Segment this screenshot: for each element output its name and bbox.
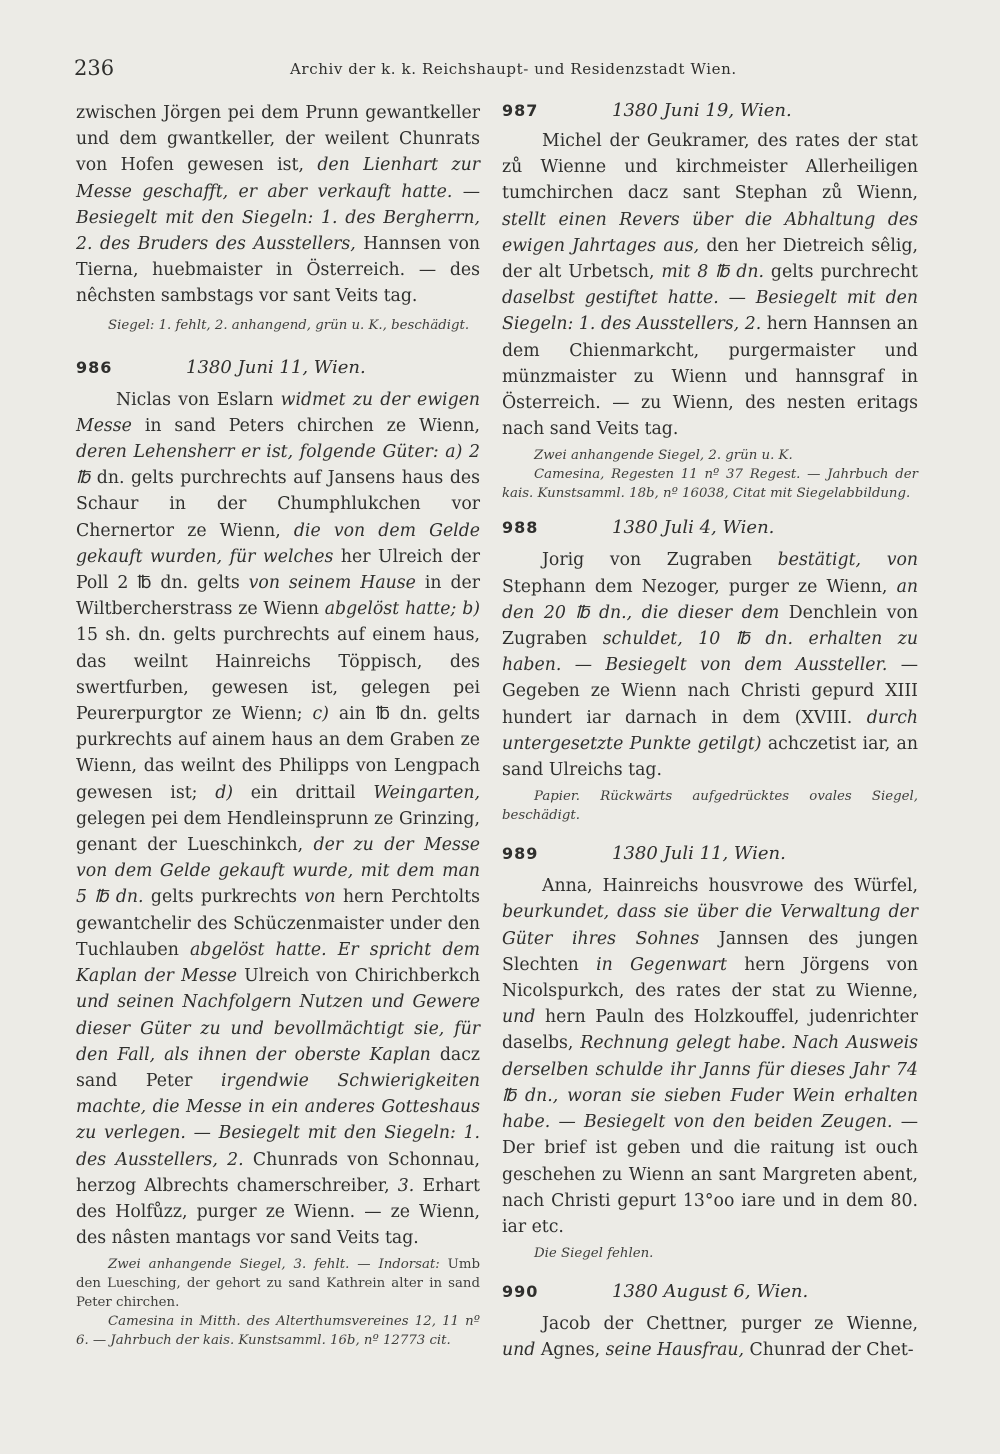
text-run: achczetist iar, an sand Ulreichs tag. bbox=[502, 733, 918, 781]
entry-number: 987 bbox=[502, 101, 539, 120]
entry-986-heading bbox=[76, 357, 480, 387]
text-run: Chunrad der Chet- bbox=[744, 1340, 914, 1361]
text-run: c) bbox=[312, 704, 329, 725]
text-run: dn. gelts purchrechts auf Jansens haus des Schaur in der Chumphlukchen vor Chernertor ze Wienn, bbox=[76, 468, 480, 541]
text-run: Denchlein von Zugraben bbox=[502, 602, 918, 650]
text-run: Rechnung gelegt habe. Nach Ausweis derselben schulde ihr Janns für dieses Jahr 74 ℔ dn., woran sie sieben Fuder Wein erhalten habe. — Besiegelt von den beiden Zeugen. bbox=[502, 1033, 918, 1133]
text-run: Zwei anhangende Siegel, 3. fehlt. — Indorsat: bbox=[108, 1257, 440, 1273]
text-run: in sand Peters chirchen ze Wienn, bbox=[131, 415, 480, 436]
text-run: daselbst gestiftet hatte. — Besiegelt mit den Siegeln: 1. des Ausstellers, 2. bbox=[502, 288, 918, 335]
text-run: an den 20 ℔ dn., die dieser dem bbox=[502, 576, 918, 623]
text-run: in der Wiltbercherstrass ze Wienn bbox=[76, 573, 480, 620]
entry-date: 1380 Juni 11, Wien. bbox=[186, 356, 366, 378]
entry-989-body bbox=[502, 873, 918, 1240]
entry-988-heading bbox=[502, 517, 918, 547]
entry-986-note-literature: Camesina in Mitth. des Alterthumsvereines 12, 11 nº 6. — Jahrbuch der kais. Kunstsamml. 16b, nº 12773 cit. bbox=[76, 1314, 480, 1349]
text-run: Anna, Hainreichs housvrowe des Würfel, bbox=[542, 876, 918, 897]
text-run: hern Perchtolts gewantchelir des Schüczenmaister under den Tuchlauben bbox=[76, 887, 480, 960]
text-run: abgelöst hatte; b) bbox=[324, 599, 481, 620]
text-run: Chunrads von Schonnau, herzog Albrechts chamerschreiber, bbox=[76, 1149, 481, 1196]
text-run: deren Lehensherr er ist, folgende Güter: a) 2 ℔ bbox=[76, 442, 480, 489]
text-run: d) bbox=[215, 782, 234, 803]
text-run: Michel der Geukramer, des rates der stat zů Wienne und kirchmeister Allerheiligen tumchirchen dacz sant Stephan zů Wienn, bbox=[502, 131, 918, 204]
page-header bbox=[0, 56, 1000, 86]
text-run: hern Jörgens von Nicolspurkch, des rates der stat zu Wienne, bbox=[502, 954, 919, 1002]
text-run: Weingarten, bbox=[373, 782, 480, 803]
entry-989-note: Die Siegel fehlen. bbox=[534, 1246, 654, 1262]
text-run: 15 sh. dn. gelts purchrechts auf einem haus, das weilnt Hainreichs Töppisch, des swertfurben, gewesen ist, gelegen pei Peurerpurgtor ze Wienn; bbox=[76, 625, 480, 725]
entry-number: 986 bbox=[76, 357, 113, 377]
entry-number: 990 bbox=[502, 1282, 539, 1302]
entry-987-note-literature: Camesina, Regesten 11 nº 37 Regest. — Jahrbuch der kais. Kunstsamml. 18b, nº 16038, Citat mit Siegelabbildung. bbox=[502, 467, 918, 502]
text-run: Umb den Luesching, der gehort zu sand Kathrein alter in sand Peter chirchen. bbox=[76, 1257, 480, 1311]
entry-986-note-seal bbox=[76, 1255, 480, 1312]
text-run: Jorig von Zugraben bbox=[542, 550, 778, 571]
text-run: Stephann dem Nezoger, purger ze Wienn, bbox=[502, 576, 897, 597]
entry-988-body bbox=[502, 547, 918, 783]
text-run: 3. bbox=[397, 1175, 415, 1196]
entry-988-note: Papier. Rückwärts aufgedrücktes ovales Siegel, beschädigt. bbox=[502, 789, 918, 824]
text-run: Hannsen von Tierna, huebmaister in Österreich. — des nêchsten sambstags vor sant Veits tag. bbox=[76, 234, 480, 307]
text-run: Ulreich von Chirichberkch bbox=[237, 966, 480, 987]
text-run: Niclas von Eslarn bbox=[116, 389, 281, 410]
text-run: dacz sand Peter bbox=[76, 1044, 480, 1091]
text-run: durch untergesetzte Punkte getilgt) bbox=[502, 707, 918, 754]
entry-987-body bbox=[502, 128, 918, 442]
text-run: von bbox=[304, 887, 336, 908]
text-run: den Lienhart zur Messe geschafft, er aber verkauft hatte. — Besiegelt mit den Siegeln: 1. des Bergherrn, 2. des Bruders des Ausstellers, bbox=[76, 155, 480, 255]
entry-985-continuation bbox=[76, 100, 480, 310]
text-run: von seinem Hause bbox=[248, 573, 416, 594]
entry-number: 988 bbox=[502, 518, 539, 538]
text-run: — Gegeben ze Wienn nach Christi gepurd XIII hundert iar darnach in dem (XVIII. bbox=[502, 655, 918, 728]
entry-990-heading bbox=[502, 1281, 918, 1311]
text-run: Erhart des Holfůzz, purger ze Wienn. — ze Wienn, des nâsten mantags vor sand Veits tag. bbox=[76, 1175, 480, 1249]
running-head: Archiv der k. k. Reichshaupt- und Residenzstadt Wien. bbox=[290, 60, 737, 78]
text-run: und seinen Nachfolgern Nutzen und Gewere dieser Güter zu und bevollmächtigt sie, für den Fall, als ihnen der oberste Kaplan bbox=[76, 992, 480, 1065]
text-run: irgendwie Schwierigkeiten machte, die Messe in ein anderes Gotteshaus zu verlegen. — Besiegelt mit den Siegeln: 1. des Ausstellers, 2. bbox=[76, 1070, 480, 1170]
text-run: — Der brief ist geben und die raitung ist ouch geschehen zu Wienn an sant Margreten abent, nach Christi gepurt 13°oo iare und in dem 80. iar etc. bbox=[502, 1112, 918, 1237]
text-run: her Ulreich der Poll 2 ℔ dn. gelts bbox=[76, 546, 480, 594]
text-run: und bbox=[502, 1340, 536, 1361]
text-run: mit 8 ℔ dn. bbox=[661, 262, 764, 283]
page-number: 236 bbox=[74, 56, 115, 80]
entry-date: 1380 August 6, Wien. bbox=[612, 1281, 809, 1303]
text-run: den her Dietreich sêlig, der alt Urbetsch, bbox=[502, 235, 918, 283]
entry-987-note-seal: Zwei anhangende Siegel, 2. grün u. K. bbox=[534, 448, 793, 464]
entry-990-body bbox=[502, 1311, 918, 1363]
text-run: Agnes, bbox=[535, 1340, 606, 1361]
entry-986-body bbox=[76, 387, 480, 1252]
text-run: zwischen Jörgen pei dem Prunn gewantkeller und dem gwantkeller, der weilent Chunrats von Hofen gewesen ist, bbox=[76, 103, 480, 176]
entry-987-heading bbox=[502, 100, 918, 128]
text-run: Jacob der Chettner, purger ze Wienne, bbox=[542, 1314, 918, 1335]
text-run: schuldet, 10 ℔ dn. erhalten zu haben. — Besiegelt von dem Aussteller. bbox=[502, 629, 918, 676]
text-run: in Gegenwart bbox=[596, 954, 727, 975]
text-run: gelts purkrechts bbox=[143, 887, 305, 908]
entry-985-note: Siegel: 1. fehlt, 2. anhangend, grün u. K., beschädigt. bbox=[108, 317, 470, 333]
right-column bbox=[502, 100, 918, 1364]
text-run: der zu der Messe von dem Gelde gekauft wurde, mit dem man 5 ℔ dn. bbox=[76, 835, 480, 908]
entry-989-heading bbox=[502, 843, 918, 873]
text-run: Jannsen des jungen Slechten bbox=[502, 928, 919, 975]
text-run: und bbox=[502, 1007, 536, 1028]
entry-date: 1380 Juli 4, Wien. bbox=[612, 517, 775, 539]
text-run: widmet zu der ewigen Messe bbox=[76, 389, 480, 436]
text-run: die von dem Gelde gekauft wurden, für welches bbox=[76, 520, 480, 567]
entry-date: 1380 Juni 19, Wien. bbox=[612, 100, 792, 121]
entry-number: 989 bbox=[502, 844, 539, 864]
entry-date: 1380 Juli 11, Wien. bbox=[612, 843, 786, 865]
text-run: seine Hausfrau, bbox=[605, 1340, 745, 1361]
text-run: beurkundet, dass sie über die Verwaltung der Güter ihres Sohnes bbox=[502, 902, 918, 949]
text-run: gelts purchrecht bbox=[763, 262, 918, 283]
text-run: hern Pauln des Holzkouffel, judenrichter daselbs, bbox=[502, 1007, 918, 1054]
text-run: ein drittail bbox=[233, 782, 374, 803]
text-run: bestätigt, von bbox=[777, 550, 918, 571]
text-run: stellt einen Revers über die Abhaltung des ewigen Jahrtages aus, bbox=[502, 209, 918, 256]
text-run: abgelöst hatte. Er spricht dem Kaplan der Messe bbox=[76, 939, 480, 987]
left-column bbox=[76, 100, 480, 1350]
text-run: hern Hannsen an dem Chienmarkcht, purgermaister und münzmaister zu Wienn und hannsgraf in Österreich. — zu Wienn, des nesten eritags nach sand Veits tag. bbox=[502, 314, 919, 440]
text-run: ain ℔ dn. gelts purkrechts auf ainem haus an dem Graben ze Wienn, das weilnt des Philipps von Lengpach gewesen ist; bbox=[76, 704, 481, 803]
text-run: gelegen pei dem Hendleinsprunn ze Grinzing, genant der Lueschinkch, bbox=[76, 808, 480, 856]
